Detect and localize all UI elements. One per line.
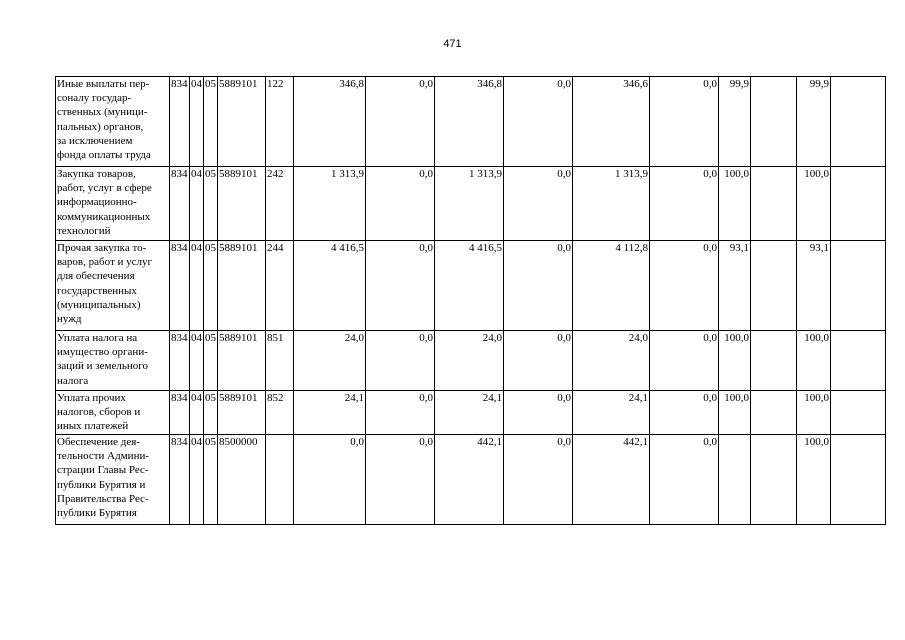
value-cell-4: 0,0 bbox=[504, 167, 573, 241]
ministry-code-cell: 834 bbox=[170, 331, 190, 391]
percent-cell-1: 100,0 bbox=[719, 331, 751, 391]
target-article-cell: 5889101 bbox=[218, 167, 266, 241]
value-cell-1: 24,0 bbox=[294, 331, 366, 391]
section-code-cell: 04 bbox=[190, 331, 204, 391]
value-cell-1: 4 416,5 bbox=[294, 241, 366, 331]
value-cell-4: 0,0 bbox=[504, 331, 573, 391]
expense-name-cell: Уплата прочих налогов, сборов и иных платежей bbox=[56, 391, 170, 435]
ministry-code-cell: 834 bbox=[170, 167, 190, 241]
section-code-cell: 04 bbox=[190, 241, 204, 331]
ministry-code-cell: 834 bbox=[170, 77, 190, 167]
value-cell-2: 0,0 bbox=[366, 241, 435, 331]
value-cell-6: 0,0 bbox=[650, 435, 719, 525]
value-cell-2: 0,0 bbox=[366, 77, 435, 167]
table-row bbox=[56, 167, 886, 241]
expense-name-cell: Прочая закупка то- варов, работ и услуг для обеспечения государственных (муниципальных) нужд bbox=[56, 241, 170, 331]
value-cell-1: 346,8 bbox=[294, 77, 366, 167]
expense-name-cell: Иные выплаты пер- соналу государ- ственных (муници- пальных) органов, за исключением фонда оплаты труда bbox=[56, 77, 170, 167]
value-cell-5: 24,0 bbox=[573, 331, 650, 391]
value-cell-2: 0,0 bbox=[366, 167, 435, 241]
expense-name-cell: Закупка товаров, работ, услуг в сфере информационно- коммуникационных технологий bbox=[56, 167, 170, 241]
subsection-code-cell: 05 bbox=[204, 435, 218, 525]
value-cell-3: 442,1 bbox=[435, 435, 504, 525]
ministry-code-cell: 834 bbox=[170, 435, 190, 525]
target-article-cell: 5889101 bbox=[218, 241, 266, 331]
value-cell-4: 0,0 bbox=[504, 77, 573, 167]
value-cell-3: 1 313,9 bbox=[435, 167, 504, 241]
subsection-code-cell: 05 bbox=[204, 391, 218, 435]
expense-type-cell: 852 bbox=[266, 391, 294, 435]
section-code-cell: 04 bbox=[190, 77, 204, 167]
value-cell-10 bbox=[831, 331, 886, 391]
target-article-cell: 5889101 bbox=[218, 77, 266, 167]
value-cell-5: 346,6 bbox=[573, 77, 650, 167]
value-cell-10 bbox=[831, 77, 886, 167]
section-code-cell: 04 bbox=[190, 167, 204, 241]
ministry-code-cell: 834 bbox=[170, 391, 190, 435]
value-cell-5: 4 112,8 bbox=[573, 241, 650, 331]
value-cell-8 bbox=[751, 167, 797, 241]
value-cell-4: 0,0 bbox=[504, 241, 573, 331]
percent-cell-1 bbox=[719, 435, 751, 525]
value-cell-2: 0,0 bbox=[366, 331, 435, 391]
value-cell-3: 24,0 bbox=[435, 331, 504, 391]
percent-cell-1: 100,0 bbox=[719, 391, 751, 435]
value-cell-5: 1 313,9 bbox=[573, 167, 650, 241]
value-cell-10 bbox=[831, 391, 886, 435]
value-cell-1: 0,0 bbox=[294, 435, 366, 525]
percent-cell-2: 100,0 bbox=[797, 331, 831, 391]
expense-type-cell: 244 bbox=[266, 241, 294, 331]
value-cell-8 bbox=[751, 331, 797, 391]
value-cell-8 bbox=[751, 77, 797, 167]
percent-cell-1: 99,9 bbox=[719, 77, 751, 167]
value-cell-3: 24,1 bbox=[435, 391, 504, 435]
subsection-code-cell: 05 bbox=[204, 77, 218, 167]
value-cell-3: 4 416,5 bbox=[435, 241, 504, 331]
percent-cell-2: 100,0 bbox=[797, 391, 831, 435]
subsection-code-cell: 05 bbox=[204, 331, 218, 391]
value-cell-6: 0,0 bbox=[650, 77, 719, 167]
percent-cell-1: 93,1 bbox=[719, 241, 751, 331]
value-cell-2: 0,0 bbox=[366, 391, 435, 435]
value-cell-6: 0,0 bbox=[650, 167, 719, 241]
table-row bbox=[56, 331, 886, 391]
table-row bbox=[56, 391, 886, 435]
section-code-cell: 04 bbox=[190, 435, 204, 525]
target-article-cell: 8500000 bbox=[218, 435, 266, 525]
percent-cell-2: 100,0 bbox=[797, 435, 831, 525]
expense-type-cell: 851 bbox=[266, 331, 294, 391]
percent-cell-2: 93,1 bbox=[797, 241, 831, 331]
ministry-code-cell: 834 bbox=[170, 241, 190, 331]
target-article-cell: 5889101 bbox=[218, 391, 266, 435]
target-article-cell: 5889101 bbox=[218, 331, 266, 391]
value-cell-5: 24,1 bbox=[573, 391, 650, 435]
expense-name-cell: Обеспечение дея- тельности Админи- страции Главы Рес- публики Бурятия и Правительства Рес- публики Бурятия bbox=[56, 435, 170, 525]
percent-cell-2: 99,9 bbox=[797, 77, 831, 167]
value-cell-5: 442,1 bbox=[573, 435, 650, 525]
value-cell-6: 0,0 bbox=[650, 391, 719, 435]
expense-type-cell: 122 bbox=[266, 77, 294, 167]
value-cell-4: 0,0 bbox=[504, 435, 573, 525]
budget-table bbox=[55, 76, 886, 525]
value-cell-10 bbox=[831, 241, 886, 331]
value-cell-8 bbox=[751, 391, 797, 435]
percent-cell-1: 100,0 bbox=[719, 167, 751, 241]
value-cell-1: 1 313,9 bbox=[294, 167, 366, 241]
expense-type-cell bbox=[266, 435, 294, 525]
value-cell-8 bbox=[751, 241, 797, 331]
value-cell-10 bbox=[831, 435, 886, 525]
table-row bbox=[56, 435, 886, 525]
expense-type-cell: 242 bbox=[266, 167, 294, 241]
subsection-code-cell: 05 bbox=[204, 167, 218, 241]
table-row bbox=[56, 77, 886, 167]
value-cell-3: 346,8 bbox=[435, 77, 504, 167]
value-cell-6: 0,0 bbox=[650, 331, 719, 391]
value-cell-10 bbox=[831, 167, 886, 241]
value-cell-4: 0,0 bbox=[504, 391, 573, 435]
table-row bbox=[56, 241, 886, 331]
value-cell-8 bbox=[751, 435, 797, 525]
section-code-cell: 04 bbox=[190, 391, 204, 435]
percent-cell-2: 100,0 bbox=[797, 167, 831, 241]
expense-name-cell: Уплата налога на имущество органи- заций и земельного налога bbox=[56, 331, 170, 391]
value-cell-1: 24,1 bbox=[294, 391, 366, 435]
page-number: 471 bbox=[443, 38, 462, 50]
subsection-code-cell: 05 bbox=[204, 241, 218, 331]
value-cell-2: 0,0 bbox=[366, 435, 435, 525]
value-cell-6: 0,0 bbox=[650, 241, 719, 331]
